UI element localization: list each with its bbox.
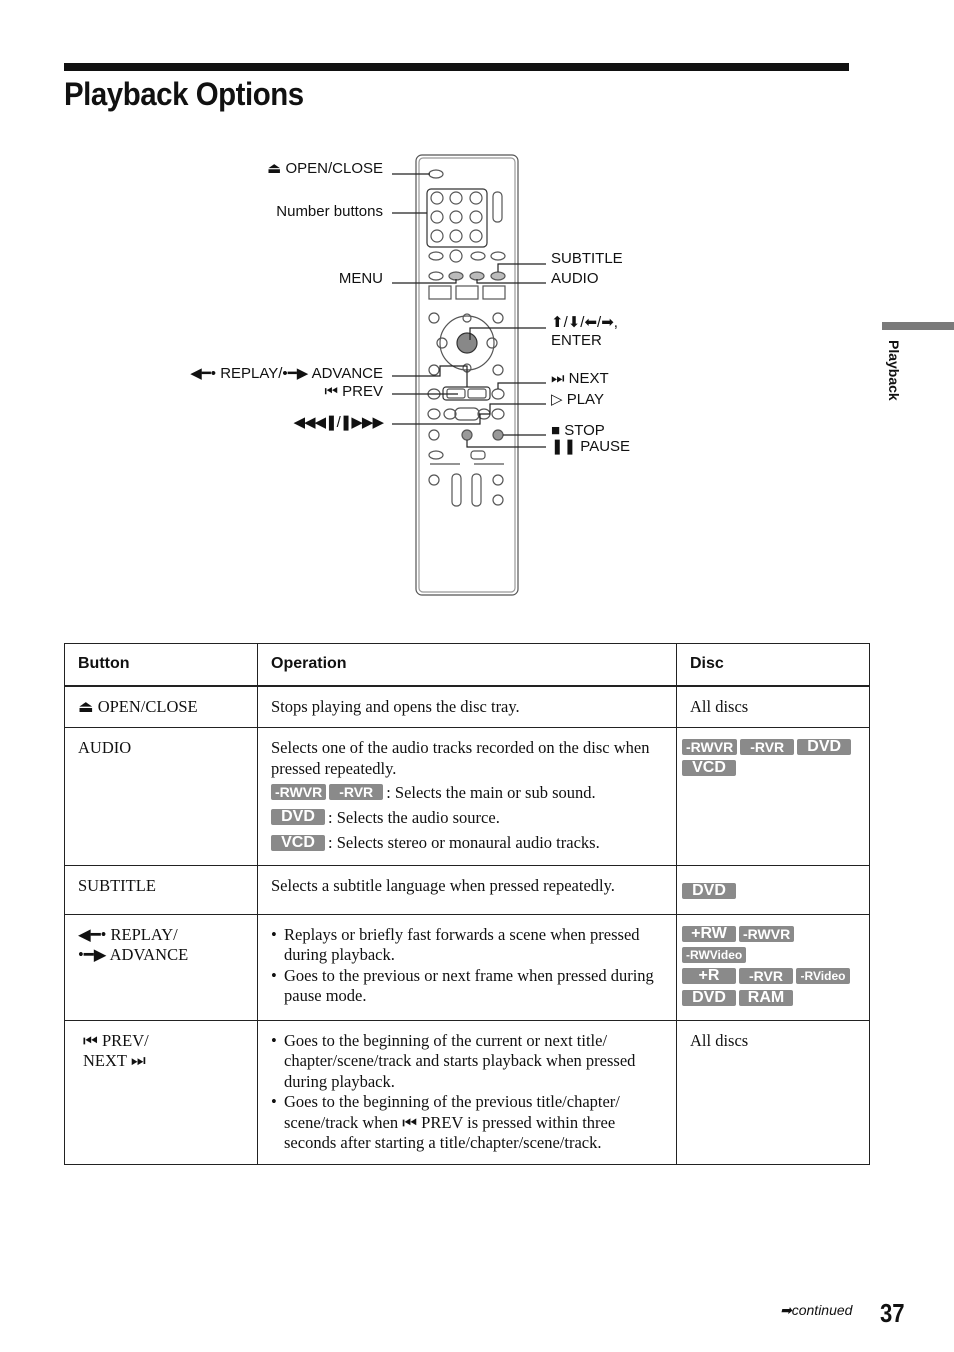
audio-note-dvd-text: : Selects the audio source. xyxy=(328,808,500,828)
badge-rvr: -RVR xyxy=(739,968,793,984)
callout-lines xyxy=(392,174,546,447)
audio-note-dvd xyxy=(271,808,663,829)
row-replay-disc xyxy=(677,914,870,1020)
replay-advance-label: ◀━• REPLAY/•━▶ ADVANCE xyxy=(190,365,383,382)
badge-rwvr: -RWVR xyxy=(682,739,737,755)
badge-rwvideo: -RWVideo xyxy=(682,947,746,963)
next-label: ⏭ NEXT xyxy=(551,370,609,387)
list-item: • Goes to the beginning of the current or next title/ chapter/scene/track and starts playback when pressed during playback. xyxy=(271,1031,663,1093)
badge-dvd: DVD xyxy=(682,883,736,899)
replay-button-line1: ◀━• REPLAY/ xyxy=(78,924,178,944)
table-row xyxy=(65,1020,870,1164)
row-audio-disc xyxy=(677,728,870,866)
row-subtitle-disc xyxy=(677,865,870,914)
remote-control-illustration xyxy=(0,0,954,640)
prev-next-button-line1: ⏮ PREV/ xyxy=(83,1030,149,1050)
header-operation: Operation xyxy=(258,644,677,686)
replay-button-line2: •━▶ ADVANCE xyxy=(78,945,189,965)
row-subtitle-button: SUBTITLE xyxy=(65,865,258,914)
list-item: • Goes to the previous or next frame when pressed during pause mode. xyxy=(271,966,663,1007)
row-replay-operation xyxy=(258,914,677,1020)
continued-note: ➡continued xyxy=(780,1302,853,1318)
audio-note-vr-text: : Selects the main or sub sound. xyxy=(386,783,596,802)
audio-label: AUDIO xyxy=(551,270,599,287)
prev-label: ⏮ PREV xyxy=(324,383,383,400)
badge-dvd: DVD xyxy=(797,739,851,755)
badge-rwvr: -RWVR xyxy=(271,784,326,800)
page-title: Playback Options xyxy=(64,76,304,112)
row-prev-next-disc: All discs xyxy=(677,1020,870,1164)
number-key-block xyxy=(427,189,487,247)
table-row xyxy=(65,728,870,866)
enter-key xyxy=(457,333,477,353)
row-subtitle-operation: Selects a subtitle language when pressed repeatedly. xyxy=(258,865,677,914)
open-close-label: ⏏ OPEN/CLOSE xyxy=(267,160,383,177)
enter-label: ENTER xyxy=(551,332,602,349)
badge-rvr: -RVR xyxy=(740,739,794,755)
row-open-close-operation: Stops playing and opens the disc tray. xyxy=(258,686,677,728)
audio-note-vcd-text: : Selects stereo or monaural audio tracks. xyxy=(328,833,600,853)
badge-dvd: DVD xyxy=(271,809,325,825)
row-open-close-button: ⏏ OPEN/CLOSE xyxy=(65,686,258,728)
row-audio-button: AUDIO xyxy=(65,728,258,866)
audio-operation-text: Selects one of the audio tracks recorded on the disc when pressed repeatedly. xyxy=(271,738,650,778)
badge-dvd: DVD xyxy=(682,990,736,1006)
play-label: ▷ PLAY xyxy=(551,391,604,408)
header-disc: Disc xyxy=(677,644,870,686)
table-row xyxy=(65,914,870,1020)
play-key xyxy=(455,408,479,420)
number-keys xyxy=(431,192,482,262)
open-close-key xyxy=(429,170,443,178)
audio-note-vr xyxy=(271,783,663,804)
subtitle-label: SUBTITLE xyxy=(551,250,623,267)
number-buttons-label: Number buttons xyxy=(276,203,383,220)
playback-options-table xyxy=(64,643,870,1165)
list-item: • Replays or briefly fast forwards a scene when pressed during playback. xyxy=(271,925,663,966)
list-item: • Goes to the beginning of the previous title/chapter/ scene/track when ⏮ PREV is pressed within three seconds after starting a title/chapter/scene/track. xyxy=(271,1092,663,1154)
badge-plusrw: +RW xyxy=(682,926,736,942)
row-prev-next-operation xyxy=(258,1020,677,1164)
badge-rvideo: -RVideo xyxy=(796,968,850,984)
scan-slow-label: ◀◀◀❚/❚▶▶▶ xyxy=(293,414,383,431)
page-number: 37 xyxy=(880,1298,905,1328)
header-button: Button xyxy=(65,644,258,686)
badge-vcd: VCD xyxy=(271,835,325,851)
continued-text: continued xyxy=(791,1302,853,1318)
menu-label: MENU xyxy=(338,270,383,287)
row-prev-next-button xyxy=(65,1020,258,1164)
table-header-row xyxy=(65,644,870,686)
stop-label: ■ STOP xyxy=(551,422,605,439)
audio-note-vcd xyxy=(271,833,663,854)
row-open-close-disc: All discs xyxy=(677,686,870,728)
badge-rvr: -RVR xyxy=(329,784,383,800)
section-tab-label: Playback xyxy=(886,340,902,401)
prev-next-button-line2: NEXT ⏭ xyxy=(83,1051,146,1071)
row-audio-operation xyxy=(258,728,677,866)
badge-rwvr: -RWVR xyxy=(739,926,794,942)
row-replay-button xyxy=(65,914,258,1020)
pause-label: ❚❚ PAUSE xyxy=(551,438,631,455)
badge-vcd: VCD xyxy=(682,760,736,776)
table-row xyxy=(65,865,870,914)
badge-ram: RAM xyxy=(739,990,793,1006)
table-row xyxy=(65,686,870,728)
arrows-label: ⬆/⬇/⬅/➡, xyxy=(551,314,618,331)
badge-plusr: +R xyxy=(682,968,736,984)
